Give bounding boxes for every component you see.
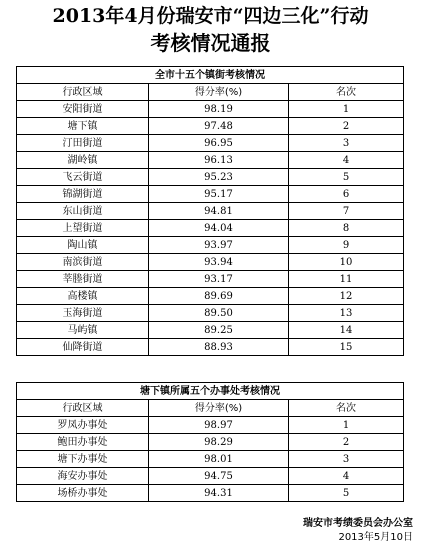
score-cell: 98.97: [149, 417, 289, 434]
score-cell: 88.93: [149, 339, 289, 356]
score-cell: 97.48: [149, 118, 289, 135]
rank-cell: 5: [289, 169, 404, 186]
table-header-row: [17, 400, 404, 417]
column-header-region: 行政区域: [17, 400, 149, 417]
table-header-row: [17, 84, 404, 101]
section-heading-row: [17, 67, 404, 84]
column-header-score: 得分率(%): [149, 400, 289, 417]
table-row: [17, 186, 404, 203]
document-subtitle: 考核情况通报: [150, 31, 271, 55]
table-row: [17, 468, 404, 485]
rank-cell: 6: [289, 186, 404, 203]
score-cell: 96.95: [149, 135, 289, 152]
score-cell: 98.29: [149, 434, 289, 451]
office-ranking-table: [16, 382, 404, 502]
score-cell: 89.50: [149, 305, 289, 322]
table-row: [17, 339, 404, 356]
table-row: [17, 135, 404, 152]
table-row: [17, 322, 404, 339]
score-cell: 89.69: [149, 288, 289, 305]
region-cell: 仙降街道: [17, 339, 149, 356]
rank-cell: 13: [289, 305, 404, 322]
region-cell: 鲍田办事处: [17, 434, 149, 451]
table-row: [17, 169, 404, 186]
table-row: [17, 271, 404, 288]
score-cell: 94.04: [149, 220, 289, 237]
rank-cell: 14: [289, 322, 404, 339]
score-cell: 93.94: [149, 254, 289, 271]
rank-cell: 3: [289, 135, 404, 152]
rank-cell: 2: [289, 118, 404, 135]
rank-cell: 8: [289, 220, 404, 237]
region-cell: 高楼镇: [17, 288, 149, 305]
score-cell: 93.97: [149, 237, 289, 254]
column-header-rank: 名次: [289, 84, 404, 101]
section-heading-row: [17, 383, 404, 400]
column-header-score: 得分率(%): [149, 84, 289, 101]
score-cell: 94.75: [149, 468, 289, 485]
region-cell: 安阳街道: [17, 101, 149, 118]
table-row: [17, 288, 404, 305]
region-cell: 湖岭镇: [17, 152, 149, 169]
rank-cell: 3: [289, 451, 404, 468]
region-cell: 塘下镇: [17, 118, 149, 135]
rank-cell: 12: [289, 288, 404, 305]
rank-cell: 10: [289, 254, 404, 271]
table-row: [17, 451, 404, 468]
document-title: 2013年4月份瑞安市“四边三化”行动: [52, 5, 369, 27]
table-row: [17, 101, 404, 118]
score-cell: 98.19: [149, 101, 289, 118]
region-cell: 马屿镇: [17, 322, 149, 339]
rank-cell: 4: [289, 152, 404, 169]
table-row: [17, 203, 404, 220]
rank-cell: 1: [289, 417, 404, 434]
score-cell: 94.31: [149, 485, 289, 502]
section-heading: 塘下镇所属五个办事处考核情况: [17, 383, 404, 400]
rank-cell: 15: [289, 339, 404, 356]
table-row: [17, 305, 404, 322]
rank-cell: 2: [289, 434, 404, 451]
town-ranking-table: [16, 66, 404, 356]
score-cell: 95.17: [149, 186, 289, 203]
column-header-rank: 名次: [289, 400, 404, 417]
score-cell: 93.17: [149, 271, 289, 288]
region-cell: 锦湖街道: [17, 186, 149, 203]
table-row: [17, 485, 404, 502]
region-cell: 玉海街道: [17, 305, 149, 322]
rank-cell: 1: [289, 101, 404, 118]
region-cell: 塘下办事处: [17, 451, 149, 468]
region-cell: 海安办事处: [17, 468, 149, 485]
region-cell: 汀田街道: [17, 135, 149, 152]
region-cell: 南滨街道: [17, 254, 149, 271]
region-cell: 莘塍街道: [17, 271, 149, 288]
issuer-label: 瑞安市考绩委员会办公室: [303, 518, 413, 529]
table-row: [17, 417, 404, 434]
rank-cell: 11: [289, 271, 404, 288]
score-cell: 96.13: [149, 152, 289, 169]
region-cell: 场桥办事处: [17, 485, 149, 502]
rank-cell: 4: [289, 468, 404, 485]
table-row: [17, 434, 404, 451]
score-cell: 89.25: [149, 322, 289, 339]
section-heading: 全市十五个镇街考核情况: [17, 67, 404, 84]
region-cell: 陶山镇: [17, 237, 149, 254]
table-row: [17, 237, 404, 254]
rank-cell: 9: [289, 237, 404, 254]
region-cell: 上望街道: [17, 220, 149, 237]
score-cell: 95.23: [149, 169, 289, 186]
table-row: [17, 118, 404, 135]
table-row: [17, 220, 404, 237]
column-header-region: 行政区域: [17, 84, 149, 101]
region-cell: 罗凤办事处: [17, 417, 149, 434]
table-row: [17, 254, 404, 271]
table-row: [17, 152, 404, 169]
rank-cell: 7: [289, 203, 404, 220]
score-cell: 94.81: [149, 203, 289, 220]
region-cell: 飞云街道: [17, 169, 149, 186]
region-cell: 东山街道: [17, 203, 149, 220]
rank-cell: 5: [289, 485, 404, 502]
issue-date: 2013年5月10日: [338, 532, 413, 543]
score-cell: 98.01: [149, 451, 289, 468]
